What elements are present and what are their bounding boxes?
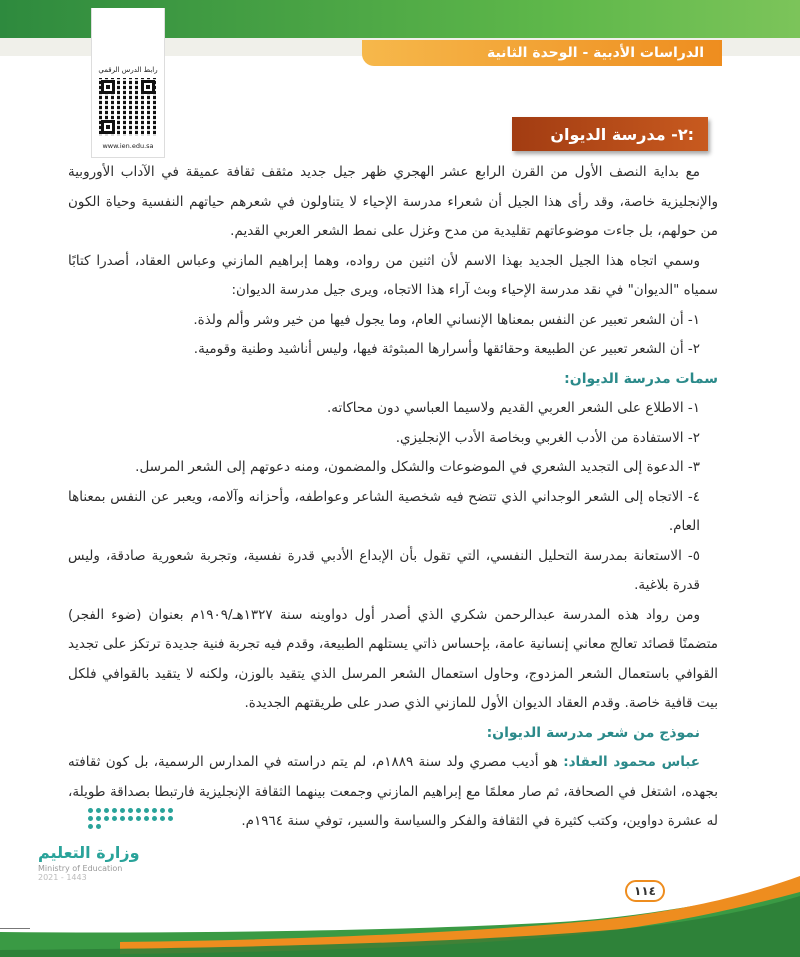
qr-code-icon[interactable] bbox=[99, 78, 157, 136]
pioneers-paragraph: ومن رواد هذه المدرسة عبدالرحمن شكري الذي أصدر أول دواوينه سنة ١٣٢٧هـ/١٩٠٩م بعنوان (ضوء الفجر) متضمنًا قصائد تعالج معاني إنسانية عامة، بإحساس ذاتي يستلهم الطبيعة، وقدم فيه تجربة فنية جديدة ترتكز على تجديد القوافي باستعمال الشعر المزدوج، وحاول استعمال الشعر المرسل الذي يتقيد بالوزن، ولكنه لا يتقيد بالقوافي فلكل بيت قافية خاصة. وقدم العقاد الديوان الأول للمازني الذي صدر على طريقتهم الجديدة. bbox=[68, 606, 718, 711]
section-title bbox=[512, 117, 708, 151]
feature-item: ١- الاطلاع على الشعر العربي القديم ولاسيما العباسي دون محاكاته. bbox=[326, 400, 700, 416]
feature-item: ٢- الاستفادة من الأدب الغربي وبخاصة الأدب الإنجليزي. bbox=[395, 429, 700, 446]
features-heading: سمات مدرسة الديوان: bbox=[564, 370, 718, 387]
sample-heading: نموذج من شعر مدرسة الديوان: bbox=[486, 724, 700, 741]
qr-label: رابط الدرس الرقمي bbox=[98, 66, 158, 74]
poet-bio: هو أديب مصري ولد سنة ١٨٨٩م، لم يتم دراسته في المدارس الرسمية، بل كون ثقافته بجهده، اشتغل في الصحافة، ثم صار معلمًا مع إبراهيم المازني وجمعت بينهما الثقافة الإنجليزية فارتبطا بصداقة طويلة، له عشرة دواوين، وكتب كثيرة في الثقافة والفكر والسياسة والسير، توفي سنة ١٩٦٤م. bbox=[68, 754, 718, 829]
naming-paragraph: وسمي اتجاه هذا الجيل الجديد بهذا الاسم لأن اثنين من رواده، وهما إبراهيم المازني وعباس العقاد، أصدرا كتابًا سمياه "الديوان" في نقد مدرسة الإحياء وبث آراء هذا الاتجاه، ويرى جيل مدرسة الديوان: bbox=[68, 252, 718, 298]
feature-item: ٣- الدعوة إلى التجديد الشعري في الموضوعات والشكل والمضمون، ومنه دعوتهم إلى الشعر المرسل. bbox=[135, 459, 700, 475]
poet-name: عباس محمود العقاد: bbox=[563, 754, 700, 770]
view-item: ١- أن الشعر تعبير عن النفس بمعناها الإنساني العام، وما يجول فيها من خير وشر وألم ولذة. bbox=[193, 311, 700, 328]
ministry-logo bbox=[38, 808, 158, 898]
ministry-years: 2021 - 1443 bbox=[38, 873, 87, 882]
unit-title: الدراسات الأدبية - الوحدة الثانية bbox=[486, 45, 704, 61]
view-item: ٢- أن الشعر تعبير عن الطبيعة وحقائقها وأسرارها المبثوثة فيها، وليس أناشيد وطنية وقومية. bbox=[193, 341, 700, 357]
qr-card[interactable] bbox=[91, 8, 165, 158]
qr-url[interactable]: www.ien.edu.sa bbox=[102, 142, 154, 150]
intro-paragraph: مع بداية النصف الأول من القرن الرابع عشر الهجري ظهر جيل جديد مثقف ثقافة عميقة في الآداب الأوروبية والإنجليزية خاصة، وقد رأى هذا الجيل أن شعراء مدرسة الإحياء لا يتناولون في شعرهم حياتهم النفسية وحياة الكون من حولهم، بل جاءت موضوعاتهم تقليدية من مدح وغزل على نمط الشعر العربي القديم. bbox=[68, 164, 718, 239]
section-title-text: ٢- مدرسة الديوان: bbox=[550, 124, 694, 144]
page-number: ١١٤ bbox=[625, 880, 665, 902]
ministry-name-en: Ministry of Education bbox=[38, 864, 123, 873]
main-content bbox=[68, 158, 718, 837]
feature-item: ٤- الاتجاه إلى الشعر الوجداني الذي تتضح فيه شخصية الشاعر وعواطفه، وأحزانه وآلامه، ويعبر عن النفس بمعناها العام. bbox=[68, 488, 700, 534]
ministry-dots-icon bbox=[88, 808, 178, 829]
ministry-name-ar: وزارة التعليم bbox=[38, 843, 140, 862]
feature-item: ٥- الاستعانة بمدرسة التحليل النفسي، التي تقول بأن الإبداع الأدبي قدرة نفسية، وتجربة شعورية صادقة، وليس قدرة بلاغية. bbox=[68, 547, 700, 593]
unit-tab bbox=[362, 40, 722, 66]
